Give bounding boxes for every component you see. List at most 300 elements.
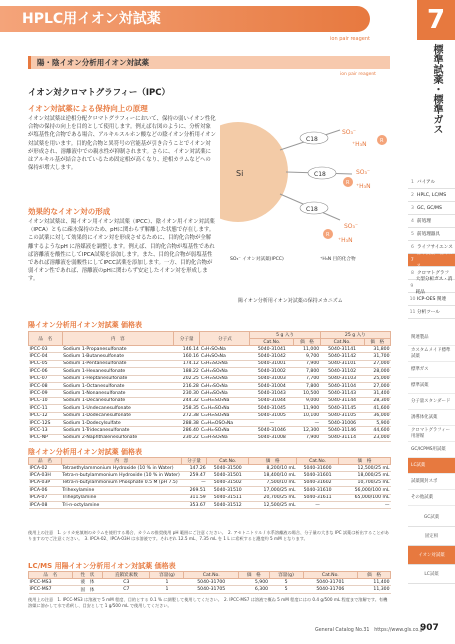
t2-col-cat2: Cat.No. [297, 458, 339, 465]
table-row [29, 579, 391, 586]
page-footer [0, 616, 455, 644]
t3-col-name: 品 名 [29, 572, 73, 579]
table-cell: 31,400 [364, 390, 391, 397]
h3n-label-2: ⁺H₃N [356, 183, 371, 190]
section-subtitle: ion pair reagent [340, 72, 376, 77]
table-cell: Sodium 1-Octanesulfonate [62, 382, 173, 389]
table-cell: 12,300 [294, 427, 320, 434]
table-cell: 5040-31145 [320, 405, 364, 412]
sidebar-item-label: ライフサイエンス [417, 244, 453, 250]
c18-label-1: C18 [306, 136, 318, 143]
table-cell: IPCA-03P [29, 479, 62, 486]
category-item[interactable]: 分子量スタンダード [408, 394, 455, 410]
sidebar-item-number: 9 [410, 283, 414, 289]
table-cell: 28,300 [364, 397, 391, 404]
table-cell: 18,000/25 mL [339, 472, 391, 479]
table-cell: IPCC-NP [29, 434, 63, 441]
table-cell: Sodium 1-Heptanesulfonate [62, 375, 173, 382]
subcategory-item[interactable]: イオン対試薬 [408, 546, 455, 565]
table-cell: 31,800 [364, 346, 391, 353]
table-cell: Trihexylamine [61, 487, 181, 494]
t1-col-5g: 5 g 入り [250, 332, 320, 339]
table-cell: 5040-31003 [250, 375, 294, 382]
table-row [29, 427, 391, 434]
page-header [0, 0, 400, 50]
table-cell: Tetra-n-butylammonium Phosphate 0.5 M (pH 7.5) [61, 479, 181, 486]
table-cell: C₆H₁₃SO₃Na [200, 368, 250, 375]
table-cell: 5040-31611 [297, 494, 339, 501]
sidebar-item-label: HPLC, LC/MS [417, 192, 447, 198]
sidebar-item-5[interactable] [408, 228, 455, 241]
chapter-title: 標準試薬・標準ガス [431, 44, 442, 134]
chapter-tab[interactable]: 7 [417, 0, 455, 40]
c18-label-2: C18 [314, 171, 326, 178]
chapter-sidebar [408, 176, 455, 319]
table-cell: 147.26 [181, 465, 206, 472]
table-cell: Tetraethylammonium Hydroxide (10 % in Water) [61, 465, 181, 472]
sidebar-item-label: 標準試薬・標準ガス [416, 251, 454, 269]
table-cell: Tri-n-octylamine [61, 501, 181, 508]
table-cell: Sodium 1-Propanesulfonate [62, 346, 173, 353]
table-cell: 5040-31041 [250, 346, 294, 353]
table-cell: 5040-31510 [207, 487, 249, 494]
heading-principle: イオン対試薬による保持向上の原理 [28, 104, 148, 113]
anion-price-table [28, 457, 391, 509]
table2-title: 陰イオン分析用イオン対試薬 価格表 [28, 448, 143, 456]
table-cell: 5040-31005 [250, 412, 294, 419]
table-cell: C₅H₁₁SO₃Na [200, 360, 250, 367]
table-cell: C₈H₁₇SO₃Na [200, 382, 250, 389]
sidebar-item-number: 6 [411, 244, 414, 250]
sidebar-item-label: GC, GC/MS [417, 205, 442, 211]
table-cell: 5040-31102 [320, 368, 364, 375]
table-cell: Sodium 1-Dodecylsulfate [62, 419, 173, 426]
table-cell: IPCA-08 [29, 501, 62, 508]
category-item[interactable]: 試薬開封スポ [408, 474, 455, 490]
table-cell: C₁₃H₂₇SO₃Na [200, 427, 250, 434]
lcms-price-table [28, 571, 391, 594]
table-cell: 244.32 [173, 397, 199, 404]
diagram-caption: 陽イオン分析用イオン対試薬の保持メカニズム [238, 298, 343, 304]
subcategory-item[interactable]: LC試薬 [408, 565, 455, 584]
table-cell: IPCC-07 [29, 375, 63, 382]
t2-col-cat1: Cat.No. [207, 458, 249, 465]
table-row [29, 501, 391, 508]
sidebar-item-label: 分析ツール [417, 309, 440, 315]
sidebar-item-label: 前処理 [417, 218, 431, 224]
sidebar-item-label: バイアル [417, 179, 436, 185]
table-cell: 160.16 [173, 353, 199, 360]
table-cell: 7,800 [294, 382, 320, 389]
table-cell: IPCA-06 [29, 487, 62, 494]
subcategory-item[interactable]: 固定相 [408, 527, 455, 546]
section-title: 陽・陰イオン分析用イオン対試薬 [28, 56, 390, 69]
table-cell: 5040-31701 [303, 579, 358, 586]
table-cell: 5040-31705 [184, 586, 239, 593]
sidebar-item-label: 大型分析ガス・消耗品 [415, 277, 453, 295]
table-cell: 1 [150, 586, 184, 593]
table-cell: IPCC-12S [29, 419, 63, 426]
table-cell: IPCA-02 [29, 465, 62, 472]
sidebar-item-number: 3 [411, 205, 414, 211]
table-cell: 5040-31001 [250, 360, 294, 367]
table-cell: 5040-31512 [207, 501, 249, 508]
sidebar-item-number: 5 [411, 231, 414, 237]
table-cell: 286.40 [173, 427, 199, 434]
table-cell: 216.28 [173, 382, 199, 389]
table-cell: 25,000 [364, 375, 391, 382]
table-cell: 202.25 [173, 375, 199, 382]
table-cell: 5040-31146 [320, 427, 364, 434]
table-cell: 5040-31114 [320, 434, 364, 441]
table-cell: Sodium 1-Butanesulfonate [62, 353, 173, 360]
table-cell: 174.12 [173, 360, 199, 367]
table-cell: 5040-31600 [297, 465, 339, 472]
table-cell: Sodium 1-Hexanesulfonate [62, 368, 173, 375]
table-row [29, 405, 391, 412]
table-cell: IPCC-11 [29, 405, 63, 412]
table-cell: 5040-31700 [184, 579, 239, 586]
sidebar-item-7[interactable] [408, 251, 455, 269]
h3n-label-1: ⁺H₃N [352, 141, 367, 148]
heading-formation: 効果的なイオン対の形成 [28, 207, 111, 216]
table-row [29, 494, 391, 501]
table-cell: IPCC-08 [29, 382, 63, 389]
table-cell: IPCA-07 [29, 494, 62, 501]
table-row [29, 472, 391, 479]
c18-label-3: C18 [306, 206, 318, 213]
table-row [29, 382, 391, 389]
t3-col-price1: 価 格 [239, 572, 270, 579]
table-cell: 269.51 [181, 487, 206, 494]
t3-col-state: 性 状 [72, 572, 103, 579]
table-cell: 5040-31101 [320, 360, 364, 367]
table-cell: IPCC-MS7 [29, 586, 73, 593]
t1-sub-price2: 価 格 [364, 339, 391, 346]
table-cell: 5040-31502 [207, 479, 249, 486]
table-cell: 5040-31142 [320, 353, 364, 360]
table-cell: 353.67 [181, 501, 206, 508]
category-item[interactable]: カスタムメイド標準試薬 [408, 346, 455, 362]
sidebar-item-4[interactable] [408, 215, 455, 228]
table-cell: 5040-31045 [250, 405, 294, 412]
t3-col-vol2: 容量(g) [269, 572, 303, 579]
table-row [29, 586, 391, 593]
table-cell: Sodium 1-Decanesulfonate [62, 397, 173, 404]
sidebar-item-number: 11 [409, 309, 416, 315]
table-cell: C₁₀H₂₁SO₃Na [200, 397, 250, 404]
table-row [29, 353, 391, 360]
category-item[interactable]: LC試薬 [408, 458, 455, 474]
table-cell: IPCA-03H [29, 472, 62, 479]
table-cell: 188.22 [173, 368, 199, 375]
table-cell: 8,200/10 mL [249, 465, 297, 472]
table-cell: 5040-31610 [297, 487, 339, 494]
sidebar-item-2[interactable] [408, 189, 455, 202]
r-label-3: R [326, 232, 330, 238]
table-cell: 5 [269, 586, 303, 593]
sidebar-item-number: 8 [411, 270, 414, 276]
t2-col-mw: 分子量 [181, 458, 206, 465]
t3-col-carbons: 直鎖炭素数 [103, 572, 150, 579]
t2-col-price1: 価 格 [249, 458, 297, 465]
table-cell: 12,500/25 mL [339, 465, 391, 472]
table-cell: 258.35 [173, 405, 199, 412]
table-cell: 固 体 [72, 586, 103, 593]
table-cell: IPCC-04 [29, 353, 63, 360]
table-cell: Sodium 1-Dodecanesulfonate [62, 412, 173, 419]
table-cell: — [339, 501, 391, 508]
table-cell: C7 [103, 586, 150, 593]
sidebar-item-3[interactable] [408, 202, 455, 215]
table-cell: 12,500/25 mL [249, 501, 297, 508]
table1-title: 陽イオン分析用イオン対試薬 価格表 [28, 321, 143, 329]
table-cell: 5040-31501 [207, 472, 249, 479]
table-row [29, 368, 391, 375]
cation-price-table [28, 331, 391, 442]
table-cell: IPCC-12 [29, 412, 63, 419]
table-cell: — [294, 419, 320, 426]
t3-col-vol1: 容量(g) [150, 572, 184, 579]
table-cell: 5040-31002 [250, 368, 294, 375]
table-cell: 7,900 [294, 434, 320, 441]
table-cell: 5040-31104 [320, 382, 364, 389]
table-cell: 44,600 [364, 427, 391, 434]
t1-col-name: 品 名 [29, 332, 63, 346]
table-cell: C₁₂H₂₅OSO₃Na [200, 419, 250, 426]
table-cell: 230.22 [173, 434, 199, 441]
table-cell: IPCC-MS3 [29, 579, 73, 586]
table-cell: C₁₁H₂₃SO₃Na [200, 405, 250, 412]
table-row [29, 397, 391, 404]
table-cell: 27,000 [364, 360, 391, 367]
t2-col-name: 品 名 [29, 458, 62, 465]
table-row [29, 412, 391, 419]
table-cell: 5040-31043 [250, 390, 294, 397]
table-cell: 10,100 [294, 412, 320, 419]
table-row [29, 390, 391, 397]
ion-pair-diagram [220, 110, 400, 290]
table-cell: 41,600 [364, 405, 391, 412]
paragraph-formation: イオン対試薬は、陽イオン用イオン対試薬（IPCC）、陰イオン用イオン対試薬（IPCA）ともに疎水保持のため、pHに関わらず解離した状態で存在します。この試薬に対して効果的にイオン対を形成させるために、目的化合物が全解離するようなpH に溶媒液を調整します。例えば、目的化合物が塩基性であれば溶離液を酸性にしてIPCA試薬を添加します。また、目的化合物が弱塩基性であれば溶離液を弱酸性にしてIPCC試薬を添加します。一方、目的化合物が弱イオン性であれば、溶離液のpHに関わらず安定したイオン対を形成します。 [28, 219, 215, 283]
table-cell: 5040-31046 [250, 427, 294, 434]
sidebar-item-number: 10 [409, 296, 416, 302]
table-cell: 65,000/100 mL [339, 494, 391, 501]
table-cell: 5040-31103 [320, 375, 364, 382]
table-cell: 5040-31042 [250, 353, 294, 360]
table-cell: 7,500/10 mL [249, 479, 297, 486]
sidebar-item-1[interactable] [408, 176, 455, 189]
table-cell: C₄H₉SO₃Na [200, 353, 250, 360]
paragraph-principle: イオン対試薬は逆相分配クロマトグラフィーにおいて、保持の弱いイオン性化合物の保持の向上を目的として使用します。例えば右図のように、分析対象が塩基性化合物である場合、アルキルスルホン酸などの陰イオン分析用イオン対試薬を用います。目的化合物と異符号の官能基が引き合うことでイオン対が形成され、溶離液中での親水性が抑制されます。さらに、イオン対試薬にはアルキル基が結合されているため固定相が高くなり、逆相カラムなどへの保持が増大します。 [28, 116, 216, 172]
t1-col-mw: 分子量 [173, 332, 199, 346]
table-cell: 6,300 [239, 586, 270, 593]
table-cell: IPCC-13 [29, 427, 63, 434]
table-cell: 5040-31511 [207, 494, 249, 501]
table-cell: 5 [269, 579, 303, 586]
table-cell: — [297, 501, 339, 508]
table-cell: 5040-31601 [297, 472, 339, 479]
t2-col-content: 内 容 [61, 458, 181, 465]
t1-sub-cat2: Cat.No. [320, 339, 364, 346]
t3-col-cat2: Cat.No. [303, 572, 358, 579]
sidebar-item-number: 1 [411, 179, 414, 185]
table-cell: IPCC-06 [29, 368, 63, 375]
subcategory-item[interactable]: GC試薬 [408, 508, 455, 527]
header-subtitle: ion pair reagent [330, 36, 370, 42]
table-row [29, 346, 391, 353]
t3-col-price2: 価 格 [358, 572, 391, 579]
table-cell: 7,900 [294, 360, 320, 367]
table-cell: 36,000 [364, 412, 391, 419]
table-row [29, 479, 391, 486]
sidebar-item-number: 7 [410, 257, 414, 263]
table-row [29, 360, 391, 367]
sidebar-item-number: 2 [411, 192, 414, 198]
legend-reagent: SO₃⁻ イオン対試薬(IPCC) [230, 257, 284, 262]
table-row [29, 419, 391, 426]
sidebar-item-11[interactable] [408, 306, 455, 319]
subcategory-sidebar [408, 508, 455, 584]
table-cell: 9,000 [294, 397, 320, 404]
table-cell: IPCC-05 [29, 360, 63, 367]
table-cell: Sodium 1-Pentanesulfonate [62, 360, 173, 367]
table-cell: 5,900 [239, 579, 270, 586]
table-cell: Sodium 1-Tridecanesulfonate [62, 427, 173, 434]
table-cell: 11,900 [294, 405, 320, 412]
footer-text: General Catalog No.31 https://www.gls.co.jp [315, 628, 425, 633]
table-cell: 5040-31500 [207, 465, 249, 472]
category-sidebar [408, 330, 455, 506]
t1-sub-price1: 価 格 [294, 339, 320, 346]
table-cell: Sodium 1-Nonanesulfonate [62, 390, 173, 397]
header-title: HPLC用イオン対試薬 [0, 6, 370, 32]
t1-sub-cat1: Cat.No. [250, 339, 294, 346]
t1-col-25g: 25 g 入り [320, 332, 390, 339]
table-cell: 31,700 [364, 353, 391, 360]
sidebar-item-number: 4 [411, 218, 414, 224]
table-cell: 7,800 [294, 368, 320, 375]
sidebar-item-label: ICP-OES 関連 [417, 296, 447, 302]
ipc-title: イオン対クロマトグラフィー（IPC） [28, 88, 171, 98]
table-row [29, 434, 391, 441]
table-cell: Sodium 2-Naphthalenesulfonate [62, 434, 173, 441]
table-row [29, 487, 391, 494]
table-row [29, 375, 391, 382]
so3-label-2: SO₃⁻ [356, 169, 371, 176]
t3-col-cat1: Cat.No. [184, 572, 239, 579]
table-cell: IPCC-03 [29, 346, 63, 353]
table-cell: 10,700/25 mL [339, 479, 391, 486]
sidebar-item-label: 前処理器具 [417, 231, 440, 237]
table-cell: 5,900 [364, 419, 391, 426]
table-cell: 液 体 [72, 579, 103, 586]
t2-col-price2: 価 格 [339, 458, 391, 465]
table3-title: LC/MS 用陽イオン分析用イオン対試薬 価格表 [28, 562, 176, 570]
table-cell: 272.38 [173, 412, 199, 419]
table-cell: 5040-31706 [303, 586, 358, 593]
table-cell: IPCC-10 [29, 397, 63, 404]
usage-note-1: 使用上の注意 1. シリカ充填剤のカラムを使用する場合、カラムの推奨使用 pH 範囲にご注意ください。 2. アセトニトリル / 水系溶離液の場合、分子量の大きな IPC 試薬は析出することがありますのでご注意ください。 3. IPCA-02、IPCA-03H は水溶液です。それぞれ 12.5 mL、7.35 mL を 1 L に希釈すると濃度約 5 mM となります。 [28, 530, 389, 542]
r-label-2: R [346, 180, 350, 186]
table-cell: C3 [103, 579, 150, 586]
table-cell: 11,000 [294, 346, 320, 353]
t1-col-content: 内 容 [62, 332, 173, 346]
sidebar-item-label: クロマトグラフ [417, 270, 450, 276]
table-cell: 288.38 [173, 419, 199, 426]
table-cell: 27,000 [364, 382, 391, 389]
table-cell: C₇H₁₅SO₃Na [200, 375, 250, 382]
table-cell: — [181, 479, 206, 486]
table-cell: Sodium 1-Undecanesulfonate [62, 405, 173, 412]
table-cell: 1 [150, 579, 184, 586]
table-cell: 5040-31044 [250, 397, 294, 404]
table-cell: 20,700/25 mL [249, 494, 297, 501]
sidebar-item-9[interactable] [408, 277, 455, 295]
table-cell: 11,400 [358, 579, 391, 586]
table-cell: 5040-31006 [320, 419, 364, 426]
page-number: 907 [420, 623, 439, 633]
table-cell: 7,700 [294, 375, 320, 382]
category-item[interactable]: 誘導体化試薬 [408, 410, 455, 426]
so3-label-1: SO₃⁻ [342, 129, 357, 136]
table-cell: 18,400/10 mL [249, 472, 297, 479]
table-cell: — [250, 419, 294, 426]
table-cell: 17,000/25 mL [249, 487, 297, 494]
table-cell: 11,300 [358, 586, 391, 593]
table-cell: 9,700 [294, 353, 320, 360]
table-cell: 5040-31143 [320, 390, 364, 397]
table-cell: 259.47 [181, 472, 206, 479]
table-row [29, 465, 391, 472]
table-cell: 5040-31105 [320, 412, 364, 419]
table-cell: 23,000 [364, 434, 391, 441]
table-cell: 5040-31144 [320, 397, 364, 404]
table-cell: C₉H₁₉SO₃Na [200, 390, 250, 397]
table-cell: C₁₂H₂₅SO₃Na [200, 412, 250, 419]
t1-col-formula: 分子式 [200, 332, 250, 346]
table-cell: 5040-31141 [320, 346, 364, 353]
category-item[interactable]: 標準ガス [408, 362, 455, 378]
table-cell: 10,500 [294, 390, 320, 397]
table-cell: 146.14 [173, 346, 199, 353]
table-cell: 230.30 [173, 390, 199, 397]
table-cell: C₃H₇SO₃Na [200, 346, 250, 353]
table-cell: 311.59 [181, 494, 206, 501]
table-cell: 28,000 [364, 368, 391, 375]
table-cell: 5040-31602 [297, 479, 339, 486]
usage-note-2: 使用上の注意 1. IPCC-MS3 は溶液で 5 mM 程度、目的とする 0.1 % に調製して使用してください。 2. IPCC-MS7 は溶液で概ね 5 mM 程度にはの 0.4 g/500 mL 程度まで溶解です。有機溶媒に溶かして水で希釈し、目安として 1 g/500 mL で使用してください。 [28, 597, 388, 609]
table-cell: C₁₀H₇SO₃Na [200, 434, 250, 441]
category-item[interactable]: GC/ICPMS用試薬 [408, 442, 455, 458]
category-item[interactable]: その他試薬 [408, 490, 455, 506]
table-cell: 5040-31004 [250, 382, 294, 389]
table-cell: 5040-31008 [250, 434, 294, 441]
silica-particle [220, 122, 288, 222]
table-cell: Triheptylamine [61, 494, 181, 501]
category-item[interactable]: 標準試薬 [408, 378, 455, 394]
category-item[interactable]: クロマトグラフィー用溶媒 [408, 426, 455, 442]
r-label-1: R [380, 138, 384, 144]
si-label: Si [236, 169, 244, 178]
legend-analyte: ⁺H₃N 目的化合物 [320, 257, 356, 262]
table-cell: 56,000/100 mL [339, 487, 391, 494]
table-cell: IPCC-09 [29, 390, 63, 397]
h3n-label-3: ⁺H₃N [338, 237, 353, 244]
table-cell: Tetra-n-butylammonium Hydroxide (10 % in Water) [62, 473, 180, 479]
so3-label-3: SO₃⁻ [344, 223, 359, 230]
category-item[interactable]: 関連製品 [408, 330, 455, 346]
